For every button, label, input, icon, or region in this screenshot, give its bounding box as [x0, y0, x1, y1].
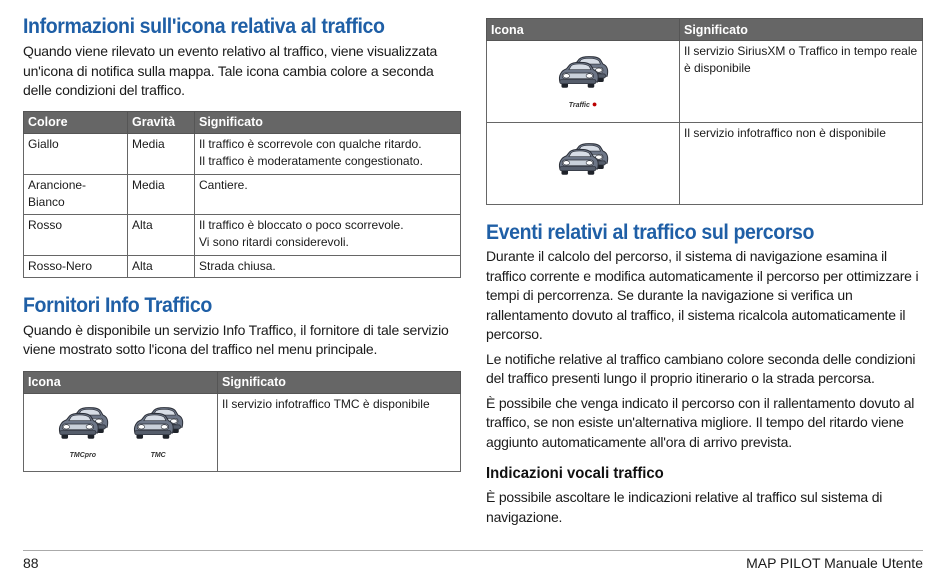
section-title-route-traffic: Eventi relativi al traffico sul percorso	[486, 221, 815, 244]
cell-severity: Media	[128, 174, 195, 214]
cell-color: Rosso-Nero	[24, 255, 128, 277]
cell-color: Rosso	[24, 214, 128, 255]
footer-divider	[23, 550, 923, 551]
table-row	[487, 41, 923, 123]
cell-meaning: Il servizio infotraffico non è disponibile	[680, 123, 923, 205]
tmcpro-provider-icon	[54, 406, 112, 464]
meaning-line: Il traffico è bloccato o poco scorrevole.	[199, 217, 404, 232]
cell-meaning	[195, 255, 461, 277]
cell-meaning	[195, 214, 461, 255]
table-header-meaning: Significato	[195, 111, 461, 133]
table-header-meaning: Significato	[680, 19, 923, 41]
cell-meaning: Il servizio infotraffico TMC è disponibile	[218, 393, 461, 471]
section-title-traffic-icon: Informazioni sull'icona relativa al traffico	[23, 15, 385, 38]
manual-title: MAP PILOT Manuale Utente	[746, 555, 923, 571]
table-row	[24, 255, 461, 277]
page-number: 88	[23, 555, 39, 571]
table-header-row	[487, 19, 923, 41]
car-traffic-icon	[554, 142, 612, 180]
traffic-service-table	[486, 18, 923, 205]
paragraph: È possibile che venga indicato il percorso con il rallentamento dovuto al traffico, se non esiste un'alternativa migliore. Il tempo del ritardo viene aggiunto automaticamente all'ora di arrivo prevista.	[486, 394, 915, 450]
cell-color: Arancione-Bianco	[24, 174, 128, 214]
table-header-icon: Icona	[487, 19, 680, 41]
traffic-color-table	[23, 111, 461, 278]
cell-icons	[24, 393, 218, 471]
car-traffic-icon	[54, 406, 112, 444]
cell-meaning	[195, 174, 461, 214]
meaning-line: Cantiere.	[199, 177, 248, 192]
icon-label-tmc: TMC	[150, 452, 166, 459]
icon-label-tmcpro: TMCpro	[69, 452, 97, 459]
traffic-provider-table	[23, 371, 461, 472]
cell-icon	[487, 123, 680, 205]
table-row	[487, 123, 923, 205]
icon-label-traffic: Traffic ●	[568, 99, 598, 109]
meaning-line: Il traffico è scorrevole con qualche ritardo.	[199, 136, 422, 151]
cell-severity: Alta	[128, 214, 195, 255]
table-row	[24, 133, 461, 174]
left-column	[23, 0, 461, 472]
table-header-color: Colore	[24, 111, 128, 133]
tmc-provider-icon	[129, 406, 187, 464]
section-intro-traffic-icon: Quando viene rilevato un evento relativo al traffico, viene visualizzata un'icona di notifica sulla mappa. Tale icona cambia colore a seconda delle condizioni del traffico.	[23, 43, 438, 98]
table-row	[24, 393, 461, 471]
cell-meaning: Il servizio SiriusXM o Traffico in tempo reale è disponibile	[680, 41, 923, 123]
table-header-row	[24, 371, 461, 393]
table-header-meaning: Significato	[218, 371, 461, 393]
car-traffic-icon	[129, 406, 187, 444]
paragraph: Le notifiche relative al traffico cambiano colore seconda delle condizioni del traffico presenti lungo il proprio itinerario o la strada percorsa.	[486, 350, 916, 386]
section-title-voice-traffic: Indicazioni vocali traffico	[486, 465, 664, 482]
cell-severity: Media	[128, 133, 195, 174]
right-column	[486, 18, 923, 527]
meaning-line: Il traffico è moderatamente congestionato.	[199, 153, 423, 168]
table-row	[24, 174, 461, 214]
cell-color: Giallo	[24, 133, 128, 174]
section-title-traffic-providers: Fornitori Info Traffico	[23, 293, 212, 317]
table-header-icon: Icona	[24, 371, 218, 393]
cell-severity: Alta	[128, 255, 195, 277]
section-intro-traffic-providers: Quando è disponibile un servizio Info Traffico, il fornitore di tale servizio viene mostrato sotto l'icona del traffico nel menu principale.	[23, 321, 449, 357]
table-row	[24, 214, 461, 255]
meaning-line: Vi sono ritardi considerevoli.	[199, 234, 349, 249]
cell-meaning	[195, 133, 461, 174]
car-traffic-icon	[554, 55, 612, 93]
cell-icon	[487, 41, 680, 123]
paragraph: È possibile ascoltare le indicazioni relative al traffico sul sistema di navigazione.	[486, 489, 883, 525]
table-header-severity: Gravità	[128, 111, 195, 133]
traffic-service-icon	[554, 55, 612, 114]
meaning-line: Strada chiusa.	[199, 258, 276, 273]
paragraph: Durante il calcolo del percorso, il sistema di navigazione esamina il traffico corrente e modifica automaticamente il percorso per ottimizzare i tempi di percorrenza. Se durante la navigazione si verifica un rallentamento dovuto al traffico, il sistema ricalcola automaticamente il percorso.	[486, 248, 919, 342]
table-header-row	[24, 111, 461, 133]
